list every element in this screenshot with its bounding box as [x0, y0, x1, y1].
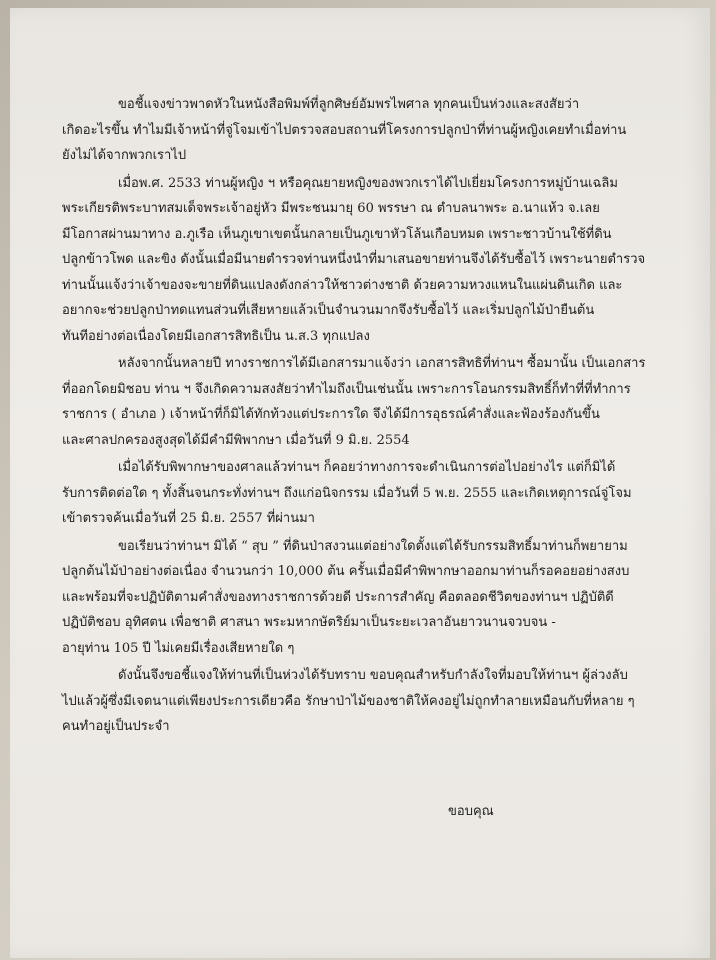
text-line: ขอเรียนว่าท่านฯ มิได้ “ สุบ ” ที่ดินป่าสงวนแต่อย่างใดตั้งแต่ได้รับกรรมสิทธิ์มาท่านก็พยายาม [118, 538, 628, 554]
text-line: ปลูกต้นไม้ป่าอย่างต่อเนื่อง จำนวนกว่า 10,000 ต้น ครั้นเมื่อมีคำพิพากษาออกมาท่านก็รอคอยอย่างสงบ [62, 564, 630, 579]
paragraph-6 [62, 663, 635, 740]
text-line: และพร้อมที่จะปฏิบัติตามคำสั่งของทางราชการด้วยดี ประการสำคัญ คือตลอดชีวิตของท่านฯ ปฏิบัติดี [62, 589, 614, 605]
text-line: ดังนั้นจึงขอชี้แจงให้ท่านที่เป็นห่วงได้รับทราบ ขอบคุณสำหรับกำลังใจที่มอบให้ท่านฯ ผู้ล่วงลับ [118, 668, 628, 683]
paragraph-1 [62, 92, 630, 169]
letter-body [62, 92, 646, 742]
text-line: ยังไม่ได้จากพวกเราไป [62, 148, 187, 163]
text-line: อยากจะช่วยปลูกป่าทดแทนส่วนที่เสียหายแล้วเป็นจำนวนมากจึงรับซื้อไว้ และเริ่มปลูกไม้ป่ายืนต้น [62, 303, 595, 318]
text-line: ท่านนั้นแจ้งว่าเจ้าของจะขายที่ดินแปลงดังกล่าวให้ชาวต่างชาติ ด้วยความหวงแหนในแผ่นดินเกิด และ [62, 277, 623, 293]
text-line: ที่ออกโดยมิชอบ ท่าน ฯ จึงเกิดความสงสัยว่าทำไมถึงเป็นเช่นนั้น เพราะการโอนกรรมสิทธิ์ก็ทำที่ที่ทำการ [62, 381, 631, 397]
text-line: หลังจากนั้นหลายปี ทางราชการได้มีเอกสารมาแจ้งว่า เอกสารสิทธิที่ท่านฯ ซื้อมานั้น เป็นเอกสาร [118, 356, 646, 371]
text-line: พระเกียรติพระบาทสมเด็จพระเจ้าอยู่หัว มีพระชนมายุ 60 พรรษา ณ ตำบลนาพระ อ.นาแห้ว จ.เลย [62, 201, 600, 216]
text-line: ปลูกข้าวโพด และขิง ดังนั้นเมื่อมีนายตำรวจท่านหนึ่งนำที่มาเสนอขายท่านจึงได้รับซื้อไว้ เพราะนายตำรวจ [62, 252, 646, 267]
paragraph-3 [62, 351, 646, 453]
paragraph-2 [62, 171, 646, 350]
text-line: เกิดอะไรขึ้น ทำไมมีเจ้าหน้าที่จู่โจมเข้าไปตรวจสอบสถานที่โครงการปลูกป่าที่ท่านผู้หญิงเคยทำเมื่อท่าน [62, 122, 627, 138]
text-line: เมื่อพ.ศ. 2533 ท่านผู้หญิง ฯ หรือคุณยายหญิงของพวกเราได้ไปเยี่ยมโครงการหมู่บ้านเฉลิม [118, 175, 618, 191]
paragraph-4 [62, 455, 630, 532]
text-line: คนทำอยู่เป็นประจำ [62, 719, 170, 734]
paper-sheet [10, 8, 710, 958]
text-line: ขอชี้แจงข่าวพาดหัวในหนังสือพิมพ์ที่ลูกศิษย์อัมพรไพศาล ทุกคนเป็นห่วงและสงสัยว่า [118, 97, 580, 112]
text-line: ไปแล้วผู้ซึ่งมีเจตนาแต่เพียงประการเดียวคือ รักษาป่าไม้ของชาติให้คงอยู่ไม่ถูกทำลายเหมือนกับที่หลาย ๆ [62, 693, 635, 709]
paragraph-5 [62, 534, 630, 662]
text-line: เมื่อได้รับพิพากษาของศาลแล้วท่านฯ ก็คอยว่าทางการจะดำเนินการต่อไปอย่างไร แต่ก็มิได้ [118, 460, 616, 475]
text-line: ราชการ ( อำเภอ ) เจ้าหน้าที่ก็มิได้ทักท้วงแต่ประการใด จึงได้มีการอุธรณ์คำสั่งและฟ้องร้องกันขึ้น [62, 407, 600, 422]
text-line: และศาลปกครองสูงสุดได้มีคำมีพิพากษา เมื่อวันที่ 9 มิ.ย. 2554 [62, 432, 410, 448]
text-line: ปฏิบัติชอบ อุทิศตน เพื่อชาติ ศาสนา พระมหากษัตริย์มาเป็นระยะเวลาอันยาวนานจวบจน - [62, 615, 556, 630]
text-line: อายุท่าน 105 ปี ไม่เคยมีเรื่องเสียหายใด ๆ [62, 640, 295, 656]
text-line: ทันทีอย่างต่อเนื่องโดยมีเอกสารสิทธิเป็น น.ส.3 ทุกแปลง [62, 328, 370, 344]
text-line: มีโอกาสผ่านมาทาง อ.ภูเรือ เห็นภูเขาเขตนั้นกลายเป็นภูเขาหัวโล้นเกือบหมด เพราะชาวบ้านใช้ที่ดิน [62, 226, 612, 242]
text-line: รับการติดต่อใด ๆ ทั้งสิ้นจนกระทั่งท่านฯ ถึงแก่อนิจกรรม เมื่อวันที่ 5 พ.ย. 2555 และเกิดเหตุการณ์จู่โจม [62, 485, 632, 501]
text-line: เข้าตรวจค้นเมื่อวันที่ 25 มิ.ย. 2557 ที่ผ่านมา [62, 511, 315, 526]
closing-thanks: ขอบคุณ [448, 804, 494, 819]
